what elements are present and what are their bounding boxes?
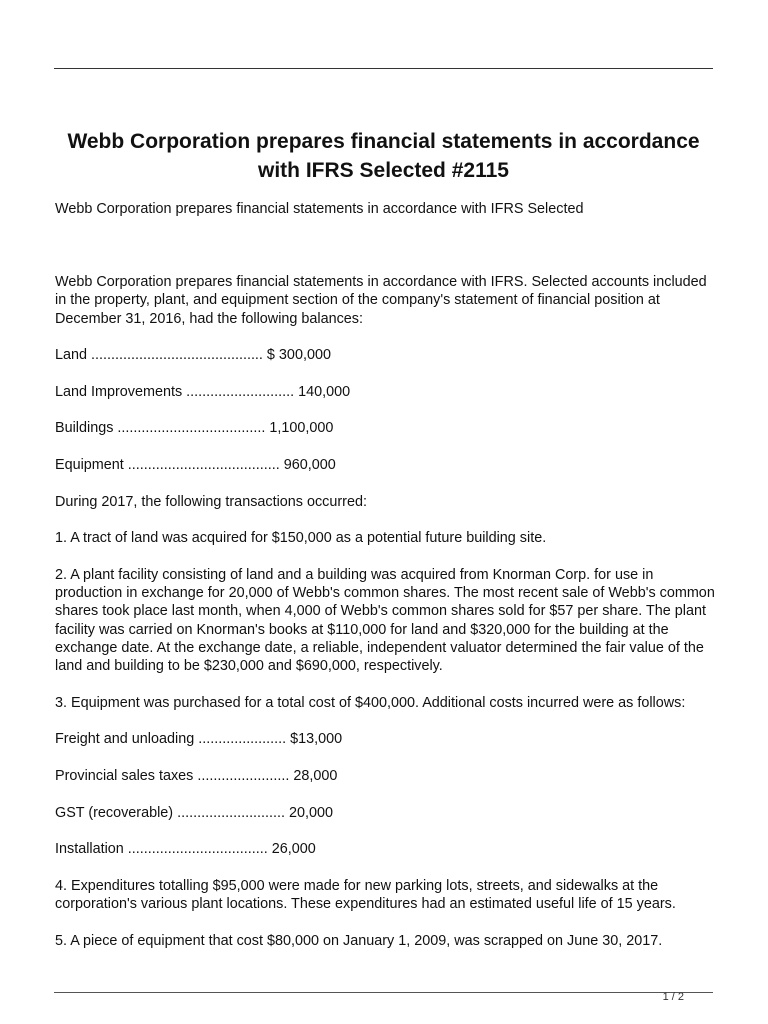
cost-line-freight: Freight and unloading ...................... $13,000: [55, 731, 343, 748]
transactions-intro: During 2017, the following transactions occurred:: [55, 493, 367, 510]
cost-line-provincial-tax: Provincial sales taxes ....................... 28,000: [55, 768, 338, 785]
transaction-2: 2. A plant facility consisting of land and a building was acquired from Knorman Corp. for use in production in exchange for 20,000 of Webb's common shares. The most recent sale of Webb's common shares took place last month, when 4,000 of Webb's common shares sold for $57 per share. The plant facility was carried on Knorman's books at $110,000 for land and $320,000 for the building at the exchange date. At the exchange date, a reliable, independent valuator determined the fair value of the land and building to be $230,000 and $690,000, respectively.: [55, 566, 715, 675]
balance-line-land: Land ........................................... $ 300,000: [55, 347, 331, 364]
cost-line-gst: GST (recoverable) ........................... 20,000: [55, 804, 334, 821]
transaction-5: 5. A piece of equipment that cost $80,000 on January 1, 2009, was scrapped on June 30, 2017.: [55, 932, 663, 949]
balance-line-equipment: Equipment ...................................... 960,000: [55, 456, 336, 473]
page-title: Webb Corporation prepares financial statements in accordance with IFRS Selected #2115: [67, 130, 700, 182]
intro-paragraph: Webb Corporation prepares financial statements in accordance with IFRS. Selected accounts included in the property, plant, and equipment section of the company's statement of financial position at December 31, 2016, had the following balances:: [55, 274, 707, 327]
subtitle: Webb Corporation prepares financial statements in accordance with IFRS Selected: [55, 201, 584, 217]
document-body: [55, 273, 715, 968]
balance-line-buildings: Buildings ..................................... 1,100,000: [55, 420, 334, 437]
page-number: 1 / 2: [662, 991, 684, 1003]
balance-line-land-improvements: Land Improvements ........................... 140,000: [55, 383, 351, 400]
header-divider: [54, 68, 713, 69]
transaction-1: 1. A tract of land was acquired for $150,000 as a potential future building site.: [55, 530, 547, 547]
transaction-3: 3. Equipment was purchased for a total cost of $400,000. Additional costs incurred were as follows:: [55, 694, 686, 711]
cost-line-installation: Installation ................................... 26,000: [55, 841, 316, 858]
transaction-4: 4. Expenditures totalling $95,000 were made for new parking lots, streets, and sidewalks at the corporation's various plant locations. These expenditures had an estimated useful life of 15 years.: [55, 877, 676, 913]
footer-divider: [54, 992, 713, 993]
